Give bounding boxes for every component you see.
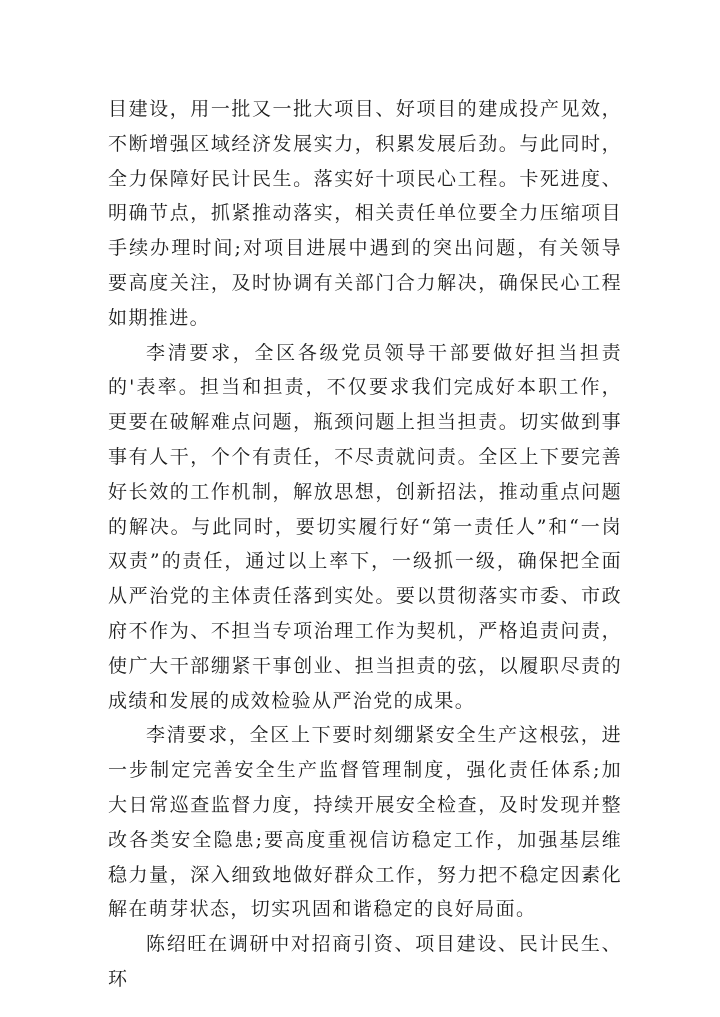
paragraph-investigation: 陈绍旺在调研中对招商引资、项目建设、民计民生、环 <box>108 933 622 990</box>
paragraph-safety: 李清要求，全区上下要时刻绷紧安全生产这根弦，进一步制定完善安全生产监督管理制度，强化责任体系;加大日常巡查监督力度，持续开展安全检查，及时发现并整改各类安全隐患;要高度重视信访稳定工作，加强基层维稳力量，深入细致地做好群众工作，努力把不稳定因素化解在萌芽状态，切实巩固和谐稳定的良好局面。 <box>108 724 622 921</box>
document-body <box>108 92 622 997</box>
paragraph-continued: 目建设，用一批又一批大项目、好项目的建成投产见效，不断增强区域经济发展实力，积累发展后劲。与此同时，全力保障好民计民生。落实好十项民心工程。卡死进度、明确节点，抓紧推动落实，相关责任单位要全力压缩项目手续办理时间;对项目进展中遇到的突出问题，有关领导要高度关注，及时协调有关部门合力解决，确保民心工程如期推进。 <box>108 98 622 329</box>
paragraph-accountability: 李清要求，全区各级党员领导干部要做好担当担责的'表率。担当和担责，不仅要求我们完成好本职工作，更要在破解难点问题，瓶颈问题上担当担责。切实做到事事有人干，个个有责任，不尽责就问责。全区上下要完善好长效的工作机制，解放思想，创新招法，推动重点问题的解决。与此同时，要切实履行好“第一责任人”和“一岗双责”的责任，通过以上率下，一级抓一级，确保把全面从严治党的主体责任落到实处。要以贯彻落实市委、市政府不作为、不担当专项治理工作为契机，严格追责问责，使广大干部绷紧干事创业、担当担责的弦，以履职尽责的成绩和发展的成效检验从严治党的成果。 <box>108 341 622 712</box>
